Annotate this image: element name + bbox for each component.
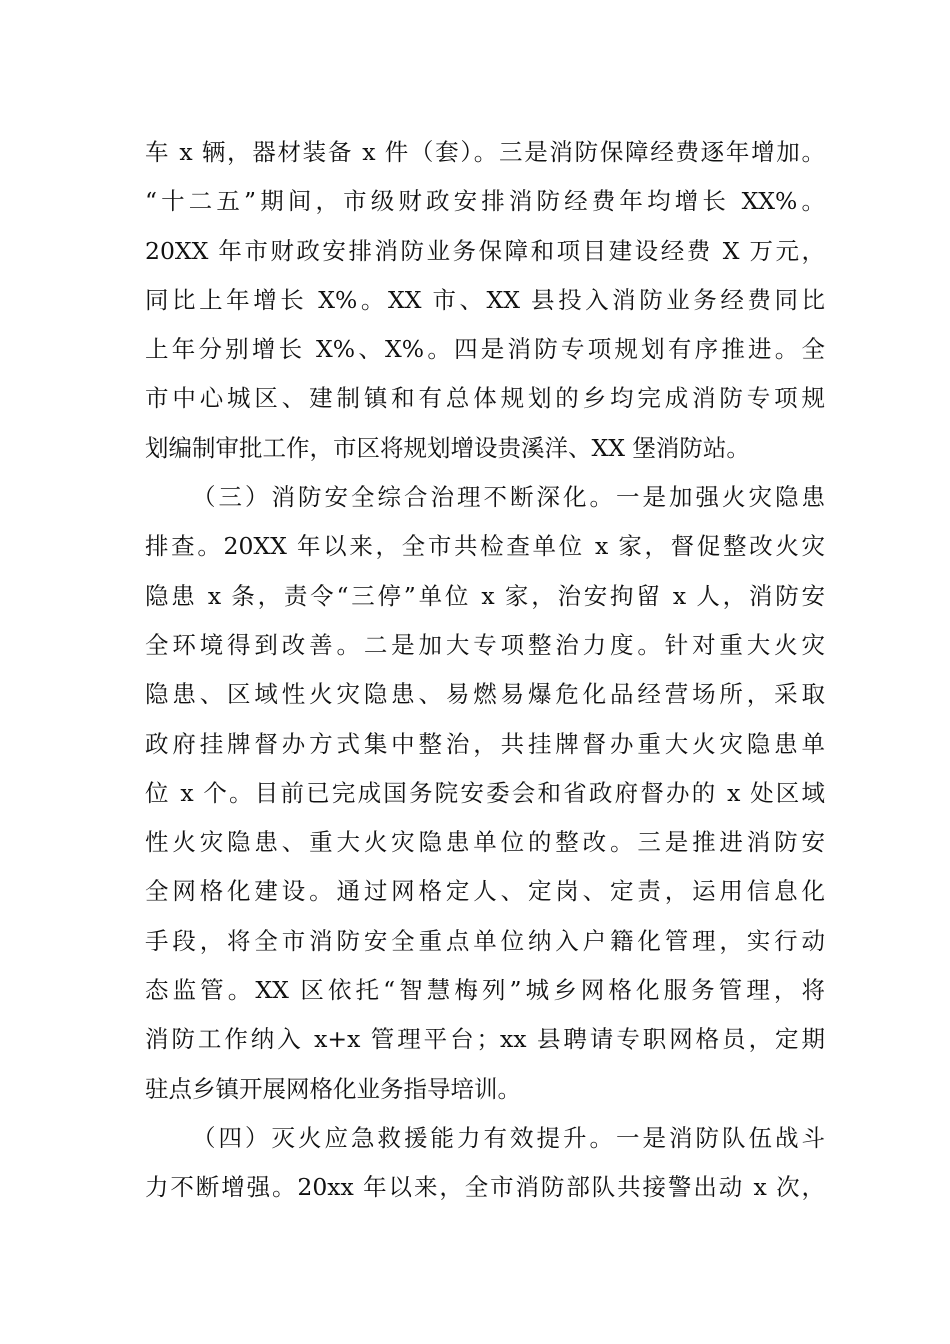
- text-line: 政府挂牌督办方式集中整治，共挂牌督办重大火灾隐患单: [145, 729, 825, 758]
- text-line: 消防工作纳入 x+x 管理平台；xx 县聘请专职网格员，定期: [145, 1025, 825, 1054]
- text-line: 全环境得到改善。二是加大专项整治力度。针对重大火灾: [145, 630, 825, 659]
- text-line: （三）消防安全综合治理不断深化。一是加强火灾隐患: [192, 483, 825, 512]
- text-line: 上年分别增长 X%、X%。四是消防专项规划有序推进。全: [145, 335, 825, 364]
- text-line: （四）灭火应急救援能力有效提升。一是消防队伍战斗: [192, 1123, 825, 1152]
- text-line: 划编制审批工作，市区将规划增设贵溪洋、XX 堡消防站。: [145, 433, 750, 462]
- text-line: 性火灾隐患、重大火灾隐患单位的整改。三是推进消防安: [145, 828, 825, 857]
- text-line: 隐患、区域性火灾隐患、易燃易爆危化品经营场所，采取: [145, 680, 825, 709]
- text-line: 力不断增强。20xx 年以来，全市消防部队共接警出动 x 次，: [145, 1173, 825, 1202]
- text-line: 手段，将全市消防安全重点单位纳入户籍化管理，实行动: [145, 926, 825, 955]
- text-line: “十二五”期间，市级财政安排消防经费年均增长 XX%。: [145, 187, 825, 216]
- text-line: 同比上年增长 X%。XX 市、XX 县投入消防业务经费同比: [145, 285, 825, 314]
- text-line: 态监管。XX 区依托“智慧梅列”城乡网格化服务管理，将: [145, 976, 825, 1005]
- text-line: 驻点乡镇开展网格化业务指导培训。: [145, 1074, 521, 1103]
- text-line: 市中心城区、建制镇和有总体规划的乡均完成消防专项规: [145, 384, 825, 413]
- text-line: 车 x 辆，器材装备 x 件（套）。三是消防保障经费逐年增加。: [145, 138, 825, 166]
- text-line: 隐患 x 条，责令“三停”单位 x 家，治安拘留 x 人，消防安: [145, 581, 825, 610]
- text-line: 全网格化建设。通过网格定人、定岗、定责，运用信息化: [145, 877, 825, 906]
- text-line: 排查。20XX 年以来，全市共检查单位 x 家，督促整改火灾: [145, 532, 825, 561]
- body-text: [145, 128, 825, 1213]
- text-line: 位 x 个。目前已完成国务院安委会和省政府督办的 x 处区域: [145, 778, 825, 807]
- text-line: 20XX 年市财政安排消防业务保障和项目建设经费 X 万元，: [145, 236, 825, 265]
